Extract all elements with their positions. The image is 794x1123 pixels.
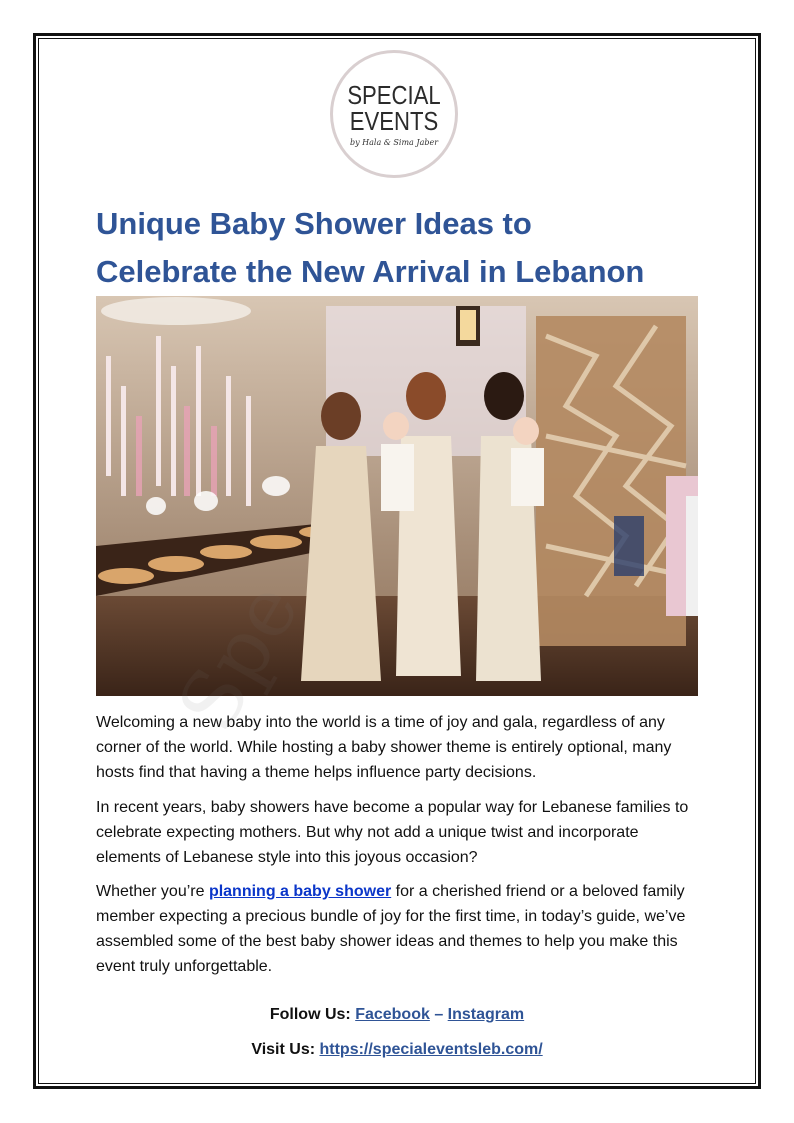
paragraph3-before: Whether you’re	[96, 883, 209, 900]
title-line-1: Unique Baby Shower Ideas to	[96, 206, 532, 241]
lebanese-paragraph: In recent years, baby showers have become a popular way for Lebanese families to celebrate expecting mothers. But why not add a unique twist and incorporate elements of Lebanese style into this joyous occasion?	[96, 799, 689, 866]
special-events-logo	[330, 50, 464, 180]
intro-paragraph: Welcoming a new baby into the world is a time of joy and gala, regardless of any corner of the world. While hosting a baby shower theme is entirely optional, many hosts find that having a theme helps influence party decisions.	[96, 714, 672, 781]
visit-label: Visit Us:	[251, 1041, 320, 1058]
instagram-link[interactable]: Instagram	[447, 1006, 525, 1023]
planning-paragraph	[96, 879, 706, 979]
follow-us-line	[96, 1006, 698, 1024]
paragraph3-after: for a cherished friend or a beloved family member expecting a precious bundle of joy for the first time, in today’s guide, we’ve assembled some of the best baby shower ideas and themes to help you make this event truly unforgettable.	[96, 883, 686, 975]
visit-us-line	[96, 1041, 698, 1059]
logo-subtitle: by Hala & Sima Jaber	[349, 138, 439, 147]
logo-text-line1: SPECIAL	[347, 80, 441, 110]
article-title	[96, 200, 716, 296]
baby-shower-photo	[96, 296, 698, 696]
follow-label: Follow Us:	[269, 1006, 356, 1023]
website-link[interactable]: https://specialeventsleb.com/	[319, 1041, 543, 1058]
follow-separator: –	[429, 1006, 448, 1023]
logo-text-line2: EVENTS	[349, 106, 439, 136]
title-line-2: Celebrate the New Arrival in Lebanon	[96, 254, 645, 289]
planning-baby-shower-link[interactable]: planning a baby shower	[208, 883, 392, 900]
photo-illustration	[96, 296, 698, 696]
facebook-link[interactable]: Facebook	[355, 1006, 430, 1023]
